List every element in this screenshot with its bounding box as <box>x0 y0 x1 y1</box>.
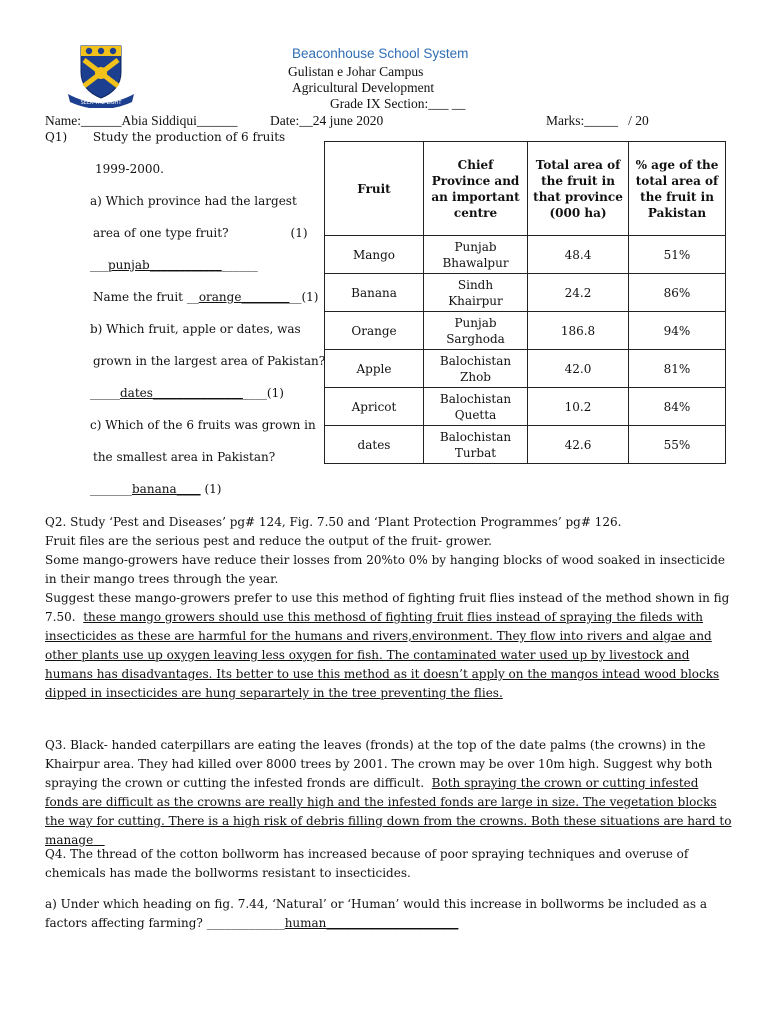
table-header-row <box>325 142 726 236</box>
cell-centre-name: Quetta <box>454 407 497 422</box>
cell-province <box>424 274 528 312</box>
cell-province <box>424 350 528 388</box>
q4a-answer: human <box>284 916 327 930</box>
marks-label: Marks: <box>546 113 585 128</box>
cell-province <box>424 426 528 464</box>
table-row <box>325 388 726 426</box>
cell-centre-name: Bhawalpur <box>442 255 509 270</box>
table-row <box>325 350 726 388</box>
q1c-answer-line: _______banana____ (1) <box>90 482 222 496</box>
cell-percent: 51% <box>629 236 726 274</box>
cell-centre-name: Sarghoda <box>446 331 505 346</box>
cell-province-name: Punjab <box>454 315 497 330</box>
q3-question: Q3. Black- handed caterpillars are eating the leaves (fronds) at the top of the date palms (the crowns) in the Khairpur area. They had killed over 8000 trees by 2001. The crown may be over 10m high. Suggest why both spraying the crown or cutting the infested fronds are difficult. <box>45 738 713 790</box>
cell-percent: 94% <box>629 312 726 350</box>
name-field: Name:______Abia Siddiqui______ <box>45 113 238 128</box>
name-label: Name: <box>45 113 81 128</box>
q1a-answer: punjab <box>108 258 150 272</box>
col-percent: % age of the total area of the fruit in Pakistan <box>629 142 726 236</box>
q4-text: Q4. The thread of the cotton bollworm has increased because of poor spraying techniques and overuse of chemicals has made the bollworms resistant to insecticides. <box>45 847 689 880</box>
q3-block <box>45 736 735 850</box>
cell-province <box>424 236 528 274</box>
logo-motto: SEEK THE LIGHT <box>80 100 122 106</box>
cell-area: 10.2 <box>528 388 629 426</box>
q2-line3: Some mango-growers have reduce their losses from 20%to 0% by hanging blocks of wood soaked in insecticide in their mango trees through the year. <box>45 553 725 586</box>
cell-fruit: Orange <box>325 312 424 350</box>
q1-prompt: Study the production of 6 fruits <box>92 130 286 144</box>
cell-centre-name: Zhob <box>460 369 491 384</box>
q1c-marks: (1) <box>204 482 222 496</box>
q1a2-marks: (1) <box>301 290 319 304</box>
col-fruit: Fruit <box>325 142 424 236</box>
marks-value: / 20 <box>628 113 649 128</box>
cell-province-name: Balochistan <box>439 353 512 368</box>
cell-percent: 86% <box>629 274 726 312</box>
cell-province-name: Punjab <box>454 239 497 254</box>
table-row <box>325 236 726 274</box>
table-row <box>325 426 726 464</box>
fruit-production-table <box>324 141 726 464</box>
cell-percent: 81% <box>629 350 726 388</box>
col-area: Total area of the fruit in that province (000 ha) <box>528 142 629 236</box>
q1b-answer: dates <box>120 386 153 400</box>
cell-fruit: Banana <box>325 274 424 312</box>
q2-block <box>45 589 735 703</box>
q1-years: 1999-2000. <box>95 162 164 176</box>
grade-section: Grade IX Section:___ __ <box>330 96 466 111</box>
q1b-line2: grown in the largest area of Pakistan? <box>93 354 326 368</box>
name-value: Abia Siddiqui <box>121 113 197 128</box>
q1b-line1: b) Which fruit, apple or dates, was <box>90 322 301 336</box>
cell-area: 42.0 <box>528 350 629 388</box>
school-name: Beaconhouse School System <box>292 46 469 61</box>
date-field: Date:__24 june 2020 <box>270 113 384 128</box>
cell-province <box>424 388 528 426</box>
table-row <box>325 312 726 350</box>
table-row <box>325 274 726 312</box>
cell-percent: 84% <box>629 388 726 426</box>
q4a-question: a) Under which heading on fig. 7.44, ‘Natural’ or ‘Human’ would this increase in bollworms be included as a factors affecting farming? <box>45 897 707 930</box>
cell-centre-name: Turbat <box>454 445 497 460</box>
q1a-line1: a) Which province had the largest <box>90 194 297 208</box>
cell-province-name: Balochistan <box>439 429 512 444</box>
q2-intro: Q2. Study ‘Pest and Diseases’ pg# 124, Fig. 7.50 and ‘Plant Protection Programmes’ pg# 126. <box>45 515 622 529</box>
cell-centre-name: Khairpur <box>448 293 503 308</box>
cell-fruit: Apple <box>325 350 424 388</box>
cell-area: 186.8 <box>528 312 629 350</box>
q1a-line2: area of one type fruit? (1) <box>93 226 308 240</box>
cell-province-name: Sindh <box>457 277 494 292</box>
subject-title: Agricultural Development <box>292 80 435 95</box>
q1a-answer-line: ___punjab__________________ <box>90 258 258 272</box>
marks-field: Marks:_____ / 20 <box>546 113 649 128</box>
cell-percent: 55% <box>629 426 726 464</box>
cell-province-name: Balochistan <box>439 391 512 406</box>
q1c-line1: c) Which of the 6 fruits was grown in <box>90 418 316 432</box>
col-province: Chief Province and an important centre <box>424 142 528 236</box>
q1b-marks: (1) <box>266 386 284 400</box>
cell-fruit: Apricot <box>325 388 424 426</box>
cell-province <box>424 312 528 350</box>
date-label: Date: <box>270 113 300 128</box>
cell-area: 48.4 <box>528 236 629 274</box>
q1-header <box>45 130 285 144</box>
q1a2-answer: orange <box>198 290 242 304</box>
date-value: 24 june 2020 <box>312 113 384 128</box>
cell-area: 42.6 <box>528 426 629 464</box>
q1c-answer: banana <box>132 482 177 496</box>
cell-fruit: Mango <box>325 236 424 274</box>
cell-fruit: dates <box>325 426 424 464</box>
cell-area: 24.2 <box>528 274 629 312</box>
q2-answer: these mango growers should use this methosd of fighting fruit flies instead of spraying the fileds with insecticides as these are harmful for the humans and rivers,environment. They flow into rivers and algae and other plants use up oxygen leaving less oxygen for fish. The contaminated water used up by livestock and humans has disadvantages. Its better to use this method as it doesn’t apply on the mangos intead wood blocks dipped in insecticides are hung separartely in the tree preventing the flies. <box>45 610 720 700</box>
q2-question: Suggest these mango-growers prefer to use this method of fighting fruit flies instead of the method shown in fig 7.50. <box>45 591 730 624</box>
q3-answer: Both spraying the crown or cutting infested fonds are difficult as the crowns are really high and the infested fonds are large in size. The vegetation blocks the way for cutting. There is a high risk of debris filling down from the crowns. Both these situations are hard to manage <box>45 776 732 847</box>
campus-name: Gulistan e Johar Campus <box>288 64 424 79</box>
q1a2-line: Name the fruit __orange__________(1) <box>93 290 319 304</box>
q1c-line2: the smallest area in Pakistan? <box>93 450 276 464</box>
q1b-answer-line: _____dates___________________(1) <box>90 386 284 400</box>
q2-line2: Fruit files are the serious pest and reduce the output of the fruit- grower. <box>45 534 492 548</box>
q1a-marks: (1) <box>290 226 308 240</box>
school-crest-logo <box>66 42 136 108</box>
q1-number: Q1) <box>45 130 68 144</box>
q4a-block: a) Under which heading on fig. 7.44, ‘Natural’ or ‘Human’ would this increase in bollworms be included as a factors affecting farming? _____________human______________________ <box>45 897 707 930</box>
